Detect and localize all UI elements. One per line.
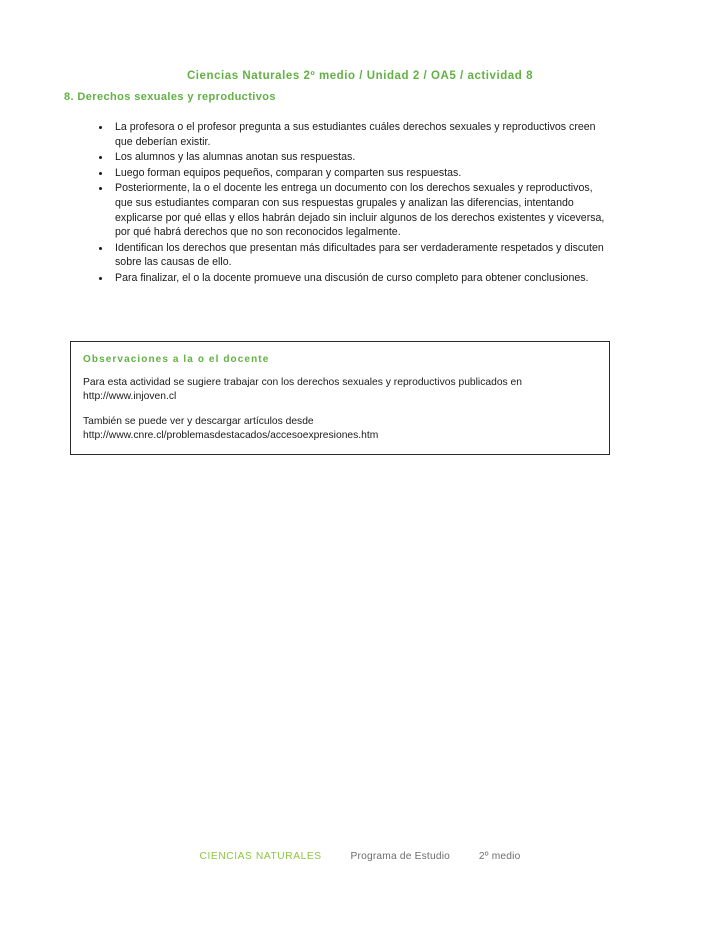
list-item: Los alumnos y las alumnas anotan sus respuestas. <box>92 150 608 165</box>
list-item: Para finalizar, el o la docente promueve una discusión de curso completo para obtener conclusiones. <box>92 271 608 286</box>
footer-level: 2º medio <box>478 851 521 862</box>
list-item: Luego forman equipos pequeños, comparan y comparten sus respuestas. <box>92 166 608 181</box>
list-item: La profesora o el profesor pregunta a sus estudiantes cuáles derechos sexuales y reproductivos creen que deberían existir. <box>92 120 608 149</box>
observations-title: Observaciones a la o el docente <box>83 354 270 365</box>
list-item: Identifican los derechos que presentan más dificultades para ser verdaderamente respetados y discuten sobre las causas de ello. <box>92 241 608 270</box>
footer-subject: CIENCIAS NATURALES <box>199 851 322 862</box>
articles-link[interactable]: http://www.cnre.cl/problemasdestacados/accesoexpresiones.htm <box>83 430 379 441</box>
observations-paragraph-2-text: También se puede ver y descargar artículos desde <box>83 416 314 427</box>
observations-paragraph-2 <box>83 415 597 443</box>
footer-program: Programa de Estudio <box>350 851 451 862</box>
observations-box <box>70 341 610 455</box>
observations-paragraph-1 <box>83 376 597 404</box>
breadcrumb: Ciencias Naturales 2º medio / Unidad 2 / OA5 / actividad 8 <box>186 70 534 82</box>
observations-paragraph-1-text: Para esta actividad se sugiere trabajar con los derechos sexuales y reproductivos publicados en <box>83 377 523 388</box>
list-item: Posteriormente, la o el docente les entrega un documento con los derechos sexuales y reproductivos, que sus estudiantes comparan con sus respuestas grupales y analizan las diferencias, intentando explicarse por qué ellas y ellos habrán dejado sin incluir algunos de los derechos existentes y viceversa, por qué habrá derechos que no son reconocidos legalmente. <box>92 181 608 239</box>
activity-steps-list <box>92 120 608 287</box>
page-title: 8. Derechos sexuales y reproductivos <box>64 91 276 103</box>
page-footer <box>0 851 720 862</box>
injoven-link[interactable]: http://www.injoven.cl <box>83 391 177 402</box>
